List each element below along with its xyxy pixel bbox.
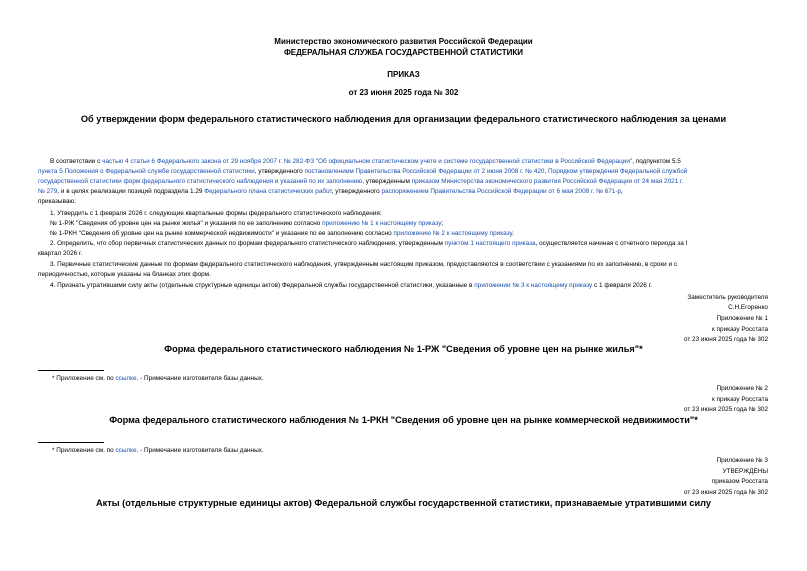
- appendix-3-approved: УТВЕРЖДЕНЫ: [722, 468, 768, 475]
- preamble-text: ,: [544, 168, 549, 175]
- item-text: с 1 февраля 2026 г.: [592, 282, 652, 289]
- item-text: 4. Признать утратившими силу акты (отдельные структурные единицы актов) Федеральной службы государственной статистики, указанные в: [50, 282, 475, 289]
- procedure-link-cont[interactable]: государственной статистики форм федерального статистического наблюдения и указаний по их заполнению: [38, 178, 363, 185]
- item-text: .: [512, 230, 514, 237]
- preamble-text: ,: [621, 188, 623, 195]
- item-1b: [50, 229, 514, 240]
- appendix-1-date: от 23 июня 2025 года № 302: [683, 336, 768, 343]
- preamble-text: , подпунктом 5.5: [632, 158, 681, 165]
- footnote-text: * Приложение см. по: [52, 447, 116, 454]
- preamble-line-3: [38, 177, 683, 188]
- item-2: [50, 239, 687, 250]
- ministry-order-link[interactable]: приказом Министерства экономического развития Российской Федерации от 24 мая 2021 г.: [411, 178, 684, 185]
- footnote-1: [52, 375, 264, 382]
- appendix-2-heading: Форма федерального статистического наблюдения № 1-РКН "Сведения об уровне цен на рынке коммерческой недвижимости"*: [109, 415, 698, 425]
- appendix-1-label: Приложение № 1: [716, 315, 768, 322]
- government-order-link[interactable]: распоряжением Правительства Российской Федерации от 6 мая 2008 г. № 671-р: [381, 188, 622, 195]
- appendix-1-heading: Форма федерального статистического наблюдения № 1-РЖ "Сведения об уровне цен на рынке жилья"*: [164, 344, 643, 354]
- item-1a: [50, 219, 443, 230]
- appendix-3-order: приказом Росстата: [711, 478, 768, 485]
- item-1: 1. Утвердить с 1 февраля 2026 г. следующие квартальные формы федерального статистического наблюдения:: [50, 210, 382, 217]
- service-name: ФЕДЕРАЛЬНАЯ СЛУЖБА ГОСУДАРСТВЕННОЙ СТАТИСТИКИ: [283, 48, 524, 57]
- regulation-link[interactable]: пункта 5 Положения о Федеральной службе государственной статистики: [38, 168, 255, 175]
- footnote-divider: [38, 442, 104, 443]
- appendix-1-link[interactable]: приложению № 1 к настоящему приказу: [322, 220, 442, 227]
- item-text: , осуществляется начиная с отчетного периода за I: [535, 240, 688, 247]
- appendix-2-label: Приложение № 2: [716, 385, 768, 392]
- preamble-line-4: [38, 187, 623, 198]
- item-text: № 1-РЖ "Сведения об уровне цен на рынке жилья" и указания по ее заполнению согласно: [50, 220, 323, 227]
- signature-name: С.Н.Егоренко: [728, 304, 768, 311]
- item-2-cont: квартал 2026 г.: [38, 250, 83, 257]
- preamble-text: , утвержденного: [331, 188, 382, 195]
- item-3: 3. Первичные статистические данные по формам федерального статистического наблюдения, утвержденным настоящим приказом, предоставляются в соответствии с указаниями по их заполнению, в сроки и с: [50, 261, 678, 268]
- page-title: Об утверждении форм федерального статистического наблюдения для организации федерального статистического наблюдения за ценами: [80, 114, 727, 124]
- appendix-3-link[interactable]: приложении № 3 к настоящему приказу: [474, 282, 593, 289]
- signature-position: Заместитель руководителя: [687, 294, 768, 301]
- ministry-name: Министерство экономического развития Российской Федерации: [274, 37, 533, 46]
- appendix-3-date: от 23 июня 2025 года № 302: [683, 489, 768, 496]
- footnote-divider: [38, 370, 104, 371]
- appendix-1-order: к приказу Росстата: [711, 326, 768, 333]
- law-link[interactable]: частью 4 статьи 6 Федерального закона от 29 ноября 2007 г. № 282-ФЗ "Об официальном статистическом учете и системе государственной статистики в Российской Федерации": [102, 158, 633, 165]
- document-date: от 23 июня 2025 года № 302: [348, 88, 459, 97]
- footnote-text: . - Примечание изготовителя базы данных.: [136, 447, 264, 454]
- preamble-text: В соответствии с: [50, 158, 103, 165]
- item-4: [50, 281, 652, 292]
- point-1-link[interactable]: пунктом 1 настоящего приказа: [444, 240, 536, 247]
- preamble-text: , утвержденного: [254, 168, 305, 175]
- item-text: № 1-РКН "Сведения об уровне цен на рынке коммерческой недвижимости" и указания по ее заполнению согласно: [50, 230, 394, 237]
- footnote-link[interactable]: ссылке: [115, 375, 137, 382]
- document-type: ПРИКАЗ: [387, 70, 420, 79]
- appendix-2-order: к приказу Росстата: [711, 396, 768, 403]
- preamble-line-1: [50, 157, 681, 168]
- footnote-text: . - Примечание изготовителя базы данных.: [136, 375, 264, 382]
- item-3-cont: периодичностью, которые указаны на бланках этих форм.: [38, 271, 211, 278]
- item-text: 2. Определить, что сбор первичных статистических данных по формам федерального статистического наблюдения, утвержденным: [50, 240, 445, 247]
- item-text: ;: [441, 220, 444, 227]
- footnote-link[interactable]: ссылке: [115, 447, 137, 454]
- appendix-2-date: от 23 июня 2025 года № 302: [683, 406, 768, 413]
- government-decree-link[interactable]: постановлением Правительства Российской Федерации от 2 июня 2008 г. № 420: [304, 168, 545, 175]
- preamble-line-2: [38, 167, 687, 178]
- preamble-line-5: приказываю:: [38, 198, 76, 205]
- footnote-text: * Приложение см. по: [52, 375, 116, 382]
- statistical-plan-link[interactable]: Федерального плана статистических работ: [204, 188, 332, 195]
- preamble-text: , и в целях реализации позиций подраздела 1.29: [57, 188, 205, 195]
- preamble-text: , утвержденным: [362, 178, 412, 185]
- ministry-order-link-cont[interactable]: № 279: [38, 188, 58, 195]
- appendix-3-heading: Акты (отдельные структурные единицы актов) Федеральной службы государственной статистики, признаваемые утратившими силу: [96, 498, 711, 508]
- footnote-2: [52, 447, 264, 454]
- procedure-link[interactable]: Порядком утверждения Федеральной службой: [548, 168, 688, 175]
- appendix-3-label: Приложение № 3: [716, 457, 768, 464]
- appendix-2-link[interactable]: приложению № 2 к настоящему приказу: [393, 230, 513, 237]
